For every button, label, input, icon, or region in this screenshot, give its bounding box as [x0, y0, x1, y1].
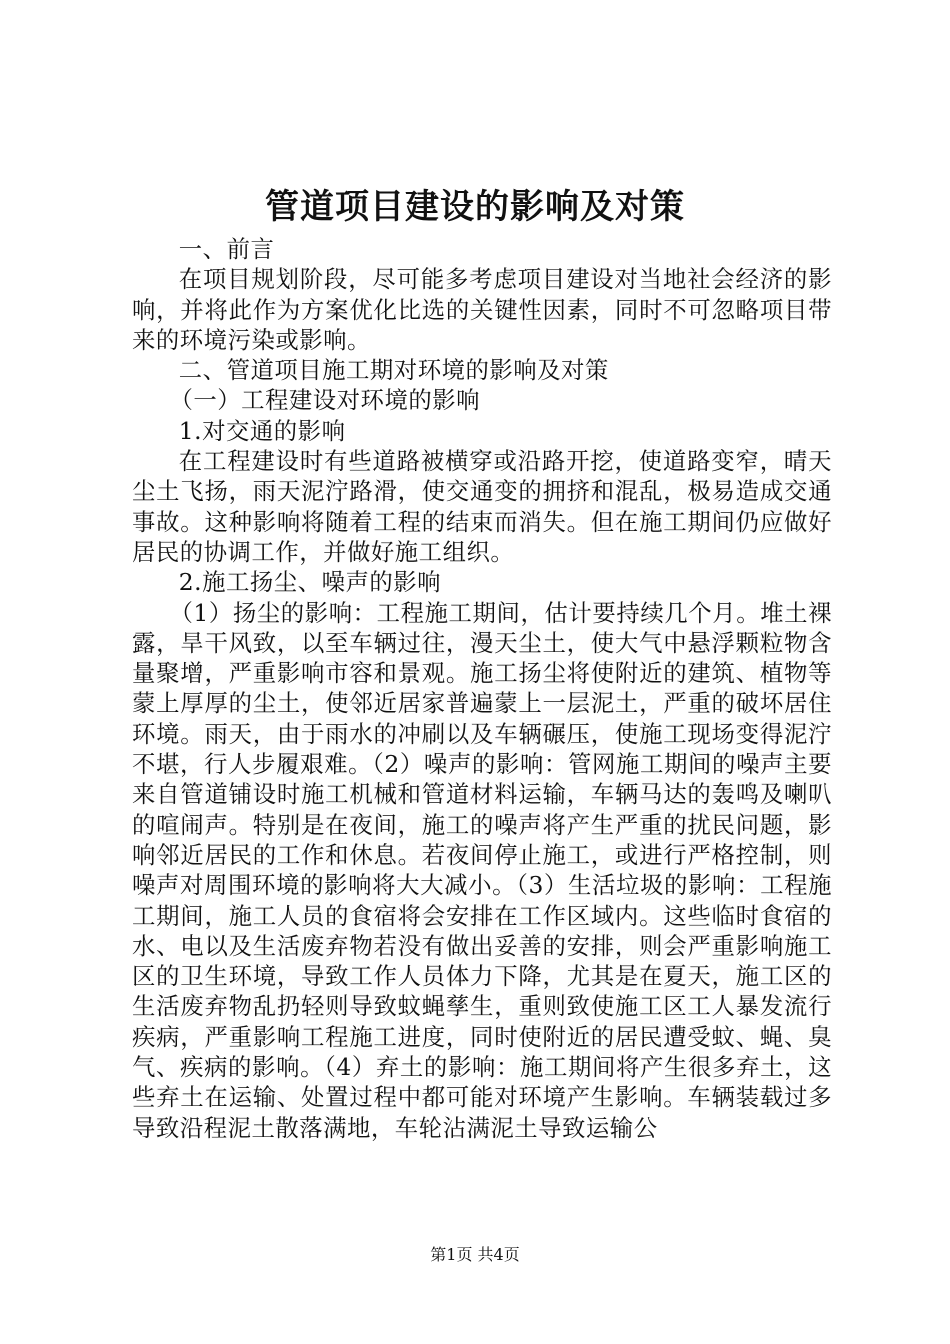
section-heading-preface: 一、前言: [178, 235, 275, 263]
page-footer: 第1页 共4页: [430, 1245, 520, 1264]
page-title: 管道项目建设的影响及对策: [265, 187, 685, 227]
paragraph-traffic: 在工程建设时有些道路被横穿或沿路开挖，使道路变窄，晴天尘土飞扬，雨天泥泞路滑，使交通变的拥挤和混乱，极易造成交通事故。这种影响将随着工程的结束而消失。但在施工期间仍应做好居民的协调工作，并做好施工组织。: [132, 447, 832, 566]
subsection-heading-environment: （一）工程建设对环境的影响: [169, 386, 481, 415]
item-heading-traffic: 1.对交通的影响: [178, 416, 346, 445]
paragraph-dust-noise: （1）扬尘的影响：工程施工期间，估计要持续几个月。堆土裸露，旱干风致，以至车辆过往，漫天尘土，使大气中悬浮颗粒物含量聚增，严重影响市容和景观。施工扬尘将使附近的建筑、植物等蒙上厚厚的尘土，使邻近居家普遍蒙上一层泥土，严重的破坏居住环境。雨天，由于雨水的冲刷以及车辆碾压，使施工现场变得泥泞不堪，行人步履艰难。（2）噪声的影响：管网施工期间的噪声主要来自管道铺设时施工机械和管道材料运输，车辆马达的轰鸣及喇叭的喧闹声。特别是在夜间，施工的噪声将产生严重的扰民问题，影响邻近居民的工作和休息。若夜间停止施工，或进行严格控制，则噪声对周围环境的影响将大大减小。（3）生活垃圾的影响：工程施工期间，施工人员的食宿将会安排在工作区域内。这些临时食宿的水、电以及生活废弃物若没有做出妥善的安排，则会严重影响施工区的卫生环境，导致工作人员体力下降，尤其是在夏天，施工区的生活废弃物乱扔轻则导致蚊蝇孳生，重则致使施工区工人暴发流行疾病，严重影响工程施工进度，同时使附近的居民遭受蚊、蝇、臭气、疾病的影响。（4）弃土的影响：施工期间将产生很多弃土，这些弃土在运输、处置过程中都可能对环境产生影响。车辆装载过多导致沿程泥土散落满地，车轮沾满泥土导致运输公: [132, 598, 832, 1142]
document-body: [132, 234, 832, 1143]
paragraph-preface: 在项目规划阶段，尽可能多考虑项目建设对当地社会经济的影响，并将此作为方案优化比选的关键性因素，同时不可忽略项目带来的环境污染或影响。: [132, 265, 832, 354]
section-heading-construction-impact: 二、管道项目施工期对环境的影响及对策: [178, 356, 609, 385]
item-heading-dust-noise: 2.施工扬尘、噪声的影响: [178, 568, 442, 597]
